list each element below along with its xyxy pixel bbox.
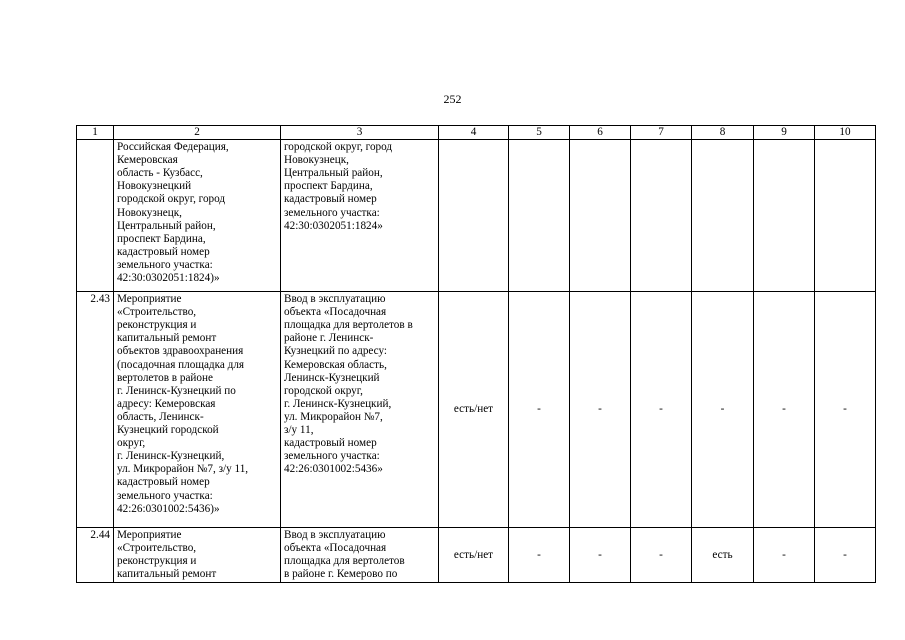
value-cell: - <box>570 528 631 583</box>
value-cell: - <box>631 528 692 583</box>
value-cell <box>631 140 692 292</box>
header-cell: 5 <box>509 126 570 140</box>
value-cell <box>815 140 876 292</box>
row-number: 2.44 <box>77 528 114 583</box>
value-cell: - <box>509 292 570 528</box>
row-number <box>77 140 114 292</box>
header-cell: 4 <box>439 126 509 140</box>
header-cell: 7 <box>631 126 692 140</box>
value-cell: есть <box>692 528 754 583</box>
value-cell: - <box>815 292 876 528</box>
value-cell: - <box>570 292 631 528</box>
page-number: 252 <box>443 92 462 106</box>
result-cell <box>281 140 439 292</box>
header-cell: 9 <box>754 126 815 140</box>
result-cell <box>281 292 439 528</box>
event-text: Мероприятие «Строительство, реконструкция и капитальный ремонт <box>117 529 217 581</box>
result-text: городской округ, город Новокузнецк, Центральный район, проспект Бардина, кадастровый номер земельного участка: 42:30:0302051:1824» <box>284 141 393 232</box>
value-cell <box>754 140 815 292</box>
row-number: 2.43 <box>77 292 114 528</box>
value-cell <box>509 140 570 292</box>
value-cell: - <box>509 528 570 583</box>
event-cell <box>114 140 281 292</box>
event-text: Мероприятие «Строительство, реконструкция и капитальный ремонт объектов здравоохранения (посадочная площадка для вертолетов в районе г. Ленинск-Кузнецкий по адресу: Кемеровская область, Ленинск- Кузнецкий городской округ, г. Ленинск-Кузнецкий, ул. Микрорайон №7, з/у 11, кадастровый номер земельного участка: 42:26:0301002:5436)» <box>117 293 249 515</box>
header-cell: 8 <box>692 126 754 140</box>
value-cell: - <box>754 292 815 528</box>
value-cell <box>692 140 754 292</box>
value-cell <box>570 140 631 292</box>
header-cell: 2 <box>114 126 281 140</box>
value-cell <box>439 140 509 292</box>
table-row <box>77 140 876 292</box>
header-cell: 3 <box>281 126 439 140</box>
result-cell <box>281 528 439 583</box>
value-cell: - <box>692 292 754 528</box>
result-text: Ввод в эксплуатацию объекта «Посадочная площадка для вертолетов в районе г. Ленинск- Кузнецкий по адресу: Кемеровская область, Ленинск-Кузнецкий городской округ, г. Ленинск-Кузнецкий, ул. Микрорайон №7, з/у 11, кадастровый номер земельного участка: 42:26:0301002:5436» <box>284 293 413 476</box>
event-cell <box>114 528 281 583</box>
result-text: Ввод в эксплуатацию объекта «Посадочная площадка для вертолетов в районе г. Кемерово по <box>284 529 405 581</box>
table-row <box>77 292 876 528</box>
header-cell: 6 <box>570 126 631 140</box>
data-table <box>76 125 876 583</box>
event-text: Российская Федерация, Кемеровская область - Кузбасс, Новокузнецкий городской округ, город Новокузнецк, Центральный район, проспект Бардина, кадастровый номер земельного участка: 42:30:0302051:1824)» <box>117 141 229 285</box>
event-cell <box>114 292 281 528</box>
value-cell: есть/нет <box>439 292 509 528</box>
value-cell: - <box>815 528 876 583</box>
header-cell: 10 <box>815 126 876 140</box>
table-header-row <box>77 126 876 140</box>
table-row <box>77 528 876 583</box>
value-cell: есть/нет <box>439 528 509 583</box>
value-cell: - <box>754 528 815 583</box>
header-cell: 1 <box>77 126 114 140</box>
value-cell: - <box>631 292 692 528</box>
